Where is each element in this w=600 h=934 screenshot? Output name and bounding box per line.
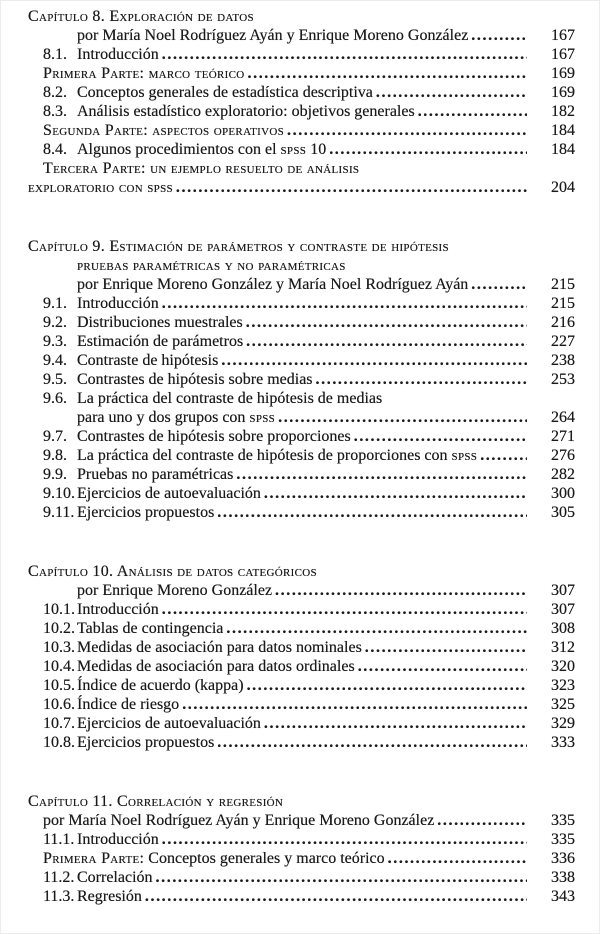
dot-leader (236, 465, 527, 484)
dot-leader (358, 657, 527, 676)
toc-entry-label (77, 427, 351, 446)
text: por Enrique Moreno González y María Noel Rodríguez Ayán (77, 276, 469, 293)
page-number: 338 (551, 869, 575, 886)
toc-entry-label (77, 332, 243, 351)
toc-row (28, 695, 575, 714)
page-number: 184 (551, 122, 575, 139)
page-number: 343 (551, 888, 575, 905)
toc-row (28, 830, 575, 849)
small-caps-text: spss (280, 141, 307, 158)
page-number: 167 (551, 27, 575, 44)
small-caps-text: Segunda Parte: aspectos operativos (43, 122, 284, 139)
text: Conceptos generales y marco teórico (144, 850, 385, 867)
toc-row (28, 562, 575, 581)
page-number: 182 (551, 103, 575, 120)
toc-entry-label (28, 237, 449, 256)
dot-leader (217, 733, 527, 752)
small-caps-text: Tercera Parte: un ejemplo resuelto de análisis (43, 160, 360, 177)
toc-row (28, 676, 575, 695)
text: Estimación de parámetros (77, 333, 244, 350)
page-number: 167 (551, 46, 575, 63)
toc-row (28, 714, 575, 733)
dot-leader (246, 332, 527, 351)
toc-row (28, 849, 575, 868)
dot-leader (264, 714, 527, 733)
toc-row (28, 332, 575, 351)
text: Introducción (77, 831, 159, 848)
toc-row (28, 7, 575, 26)
page-number: 227 (551, 333, 575, 350)
dot-leader (162, 294, 527, 313)
toc-entry-label (43, 849, 385, 868)
text: La práctica del contraste de hipótesis de proporciones con (77, 447, 452, 464)
dot-leader (162, 45, 527, 64)
toc-section (28, 562, 575, 752)
dot-leader (437, 811, 527, 830)
dot-leader (182, 695, 527, 714)
page-number: 335 (551, 831, 575, 848)
toc-section (28, 792, 575, 906)
text: La práctica del contraste de hipótesis de medias (77, 390, 383, 407)
text: Algunos procedimientos con el (77, 141, 281, 158)
page-number: 215 (551, 295, 575, 312)
toc-entry-label (77, 351, 218, 370)
toc-entry-number: 9.10. (43, 485, 75, 502)
table-of-contents (28, 7, 575, 906)
page-number: 329 (551, 715, 575, 732)
toc-entry-label (77, 638, 362, 657)
toc-row (28, 581, 575, 600)
toc-row (28, 868, 575, 887)
toc-row (28, 275, 575, 294)
toc-entry-label (77, 389, 382, 408)
toc-entry-number: 8.2. (43, 84, 67, 101)
toc-entry-label (77, 465, 233, 484)
dot-leader (264, 484, 527, 503)
dot-leader (221, 351, 527, 370)
toc-row (28, 887, 575, 906)
toc-entry-label (77, 887, 142, 906)
dot-leader (145, 887, 527, 906)
toc-entry-label (77, 676, 244, 695)
text: Índice de riesgo (77, 696, 180, 713)
text: Medidas de asociación para datos ordinales (77, 658, 355, 675)
toc-row (28, 64, 575, 83)
toc-entry-label (77, 484, 261, 503)
page-number: 323 (551, 677, 575, 694)
toc-entry-label (77, 102, 415, 121)
page-number: 325 (551, 696, 575, 713)
toc-row (28, 294, 575, 313)
toc-row (28, 140, 575, 159)
toc-row (28, 370, 575, 389)
page-number: 336 (551, 850, 575, 867)
page-number: 307 (551, 582, 575, 599)
toc-row (28, 26, 575, 45)
dot-leader (275, 581, 527, 600)
toc-entry-label (77, 370, 313, 389)
toc-entry-label (28, 7, 254, 26)
toc-row (28, 45, 575, 64)
text: Contraste de hipótesis (77, 352, 219, 369)
toc-row (28, 389, 575, 408)
text: por María Noel Rodríguez Ayán y Enrique Moreno González (77, 27, 469, 44)
toc-entry-number: 10.5. (43, 677, 75, 694)
toc-entry-label (77, 140, 326, 159)
page-number: 307 (551, 601, 575, 618)
text: Introducción (77, 601, 159, 618)
dot-leader (388, 849, 527, 868)
page-number: 320 (551, 658, 575, 675)
toc-row (28, 256, 575, 275)
dot-leader (287, 121, 527, 140)
toc-entry-label (77, 408, 275, 427)
toc-row (28, 465, 575, 484)
dot-leader (278, 408, 527, 427)
toc-row (28, 83, 575, 102)
text: Ejercicios propuestos (77, 504, 215, 521)
toc-entry-label (77, 313, 243, 332)
text: Contrastes de hipótesis sobre medias (77, 371, 313, 388)
toc-entry-number: 10.2. (43, 620, 75, 637)
page-number: 305 (551, 504, 575, 521)
toc-entry-label (77, 503, 214, 522)
toc-entry-label (77, 275, 468, 294)
toc-row (28, 427, 575, 446)
page-number: 215 (551, 276, 575, 293)
toc-entry-number: 10.6. (43, 696, 75, 713)
toc-entry-label (77, 733, 214, 752)
page-number: 271 (551, 428, 575, 445)
small-caps-text: Capítulo 9. Estimación de parámetros y contraste de hipótesis (28, 238, 449, 255)
toc-entry-number: 11.1. (43, 831, 75, 848)
toc-entry-label (77, 830, 159, 849)
toc-entry-number: 10.1. (43, 601, 75, 618)
toc-entry-number: 10.7. (43, 715, 75, 732)
toc-entry-number: 9.3. (43, 333, 67, 350)
toc-row (28, 102, 575, 121)
text: para uno y dos grupos con (77, 409, 250, 426)
dot-leader (248, 64, 528, 83)
page-number: 300 (551, 485, 575, 502)
text: Introducción (77, 295, 159, 312)
page-number: 238 (551, 352, 575, 369)
text: Distribuciones muestrales (77, 314, 243, 331)
page-number: 264 (551, 409, 575, 426)
text: Ejercicios de autoevaluación (77, 485, 261, 502)
toc-entry-label (43, 64, 245, 83)
page-number: 204 (551, 179, 575, 196)
text: Correlación (77, 869, 153, 886)
toc-row (28, 351, 575, 370)
toc-row (28, 446, 575, 465)
toc-entry-number: 9.5. (43, 371, 67, 388)
toc-entry-label (77, 695, 179, 714)
small-caps-text: spss (451, 447, 478, 464)
page-number: 169 (551, 65, 575, 82)
toc-entry-label (77, 45, 159, 64)
dot-leader (329, 140, 527, 159)
toc-entry-label (28, 562, 317, 581)
small-caps-text: spss (249, 409, 276, 426)
toc-entry-label (77, 868, 153, 887)
toc-row (28, 619, 575, 638)
toc-entry-number: 9.7. (43, 428, 67, 445)
dot-leader (354, 427, 527, 446)
toc-row (28, 159, 575, 178)
toc-row (28, 408, 575, 427)
toc-entry-number: 9.1. (43, 295, 67, 312)
text: Ejercicios de autoevaluación (77, 715, 261, 732)
dot-leader (480, 446, 527, 465)
page-number: 282 (551, 466, 575, 483)
dot-leader (418, 102, 527, 121)
toc-entry-label (77, 294, 159, 313)
page-number: 253 (551, 371, 575, 388)
dot-leader (162, 830, 527, 849)
page-number: 216 (551, 314, 575, 331)
toc-entry-label (77, 619, 223, 638)
toc-entry-number: 8.1. (43, 46, 67, 63)
toc-entry-label (77, 600, 159, 619)
small-caps-text: Capítulo 11. Correlación y regresión (28, 793, 284, 810)
text: Análisis estadístico exploratorio: objetivos generales (77, 103, 415, 120)
toc-section (28, 237, 575, 522)
dot-leader (246, 313, 527, 332)
text: Introducción (77, 46, 159, 63)
text: 10 (306, 141, 327, 158)
dot-leader (162, 600, 527, 619)
dot-leader (365, 638, 527, 657)
toc-row (28, 600, 575, 619)
page-number: 169 (551, 84, 575, 101)
page-number: 184 (551, 141, 575, 158)
toc-row (28, 503, 575, 522)
dot-leader (156, 868, 527, 887)
dot-leader (247, 676, 527, 695)
page-number: 276 (551, 447, 575, 464)
toc-entry-label (77, 83, 373, 102)
small-caps-text: Primera Parte: (43, 850, 145, 867)
toc-row (28, 178, 575, 197)
small-caps-text: Capítulo 10. Análisis de datos categóricos (28, 563, 317, 580)
toc-entry-number: 11.2. (43, 869, 75, 886)
small-caps-text: pruebas paramétricas y no paramétricas (77, 257, 346, 274)
text: Conceptos generales de estadística descriptiva (77, 84, 373, 101)
page-number: 333 (551, 734, 575, 751)
toc-entry-number: 9.8. (43, 447, 67, 464)
toc-entry-label (28, 178, 173, 197)
toc-entry-label (28, 792, 283, 811)
toc-row (28, 792, 575, 811)
dot-leader (376, 83, 527, 102)
small-caps-text: Primera Parte: marco teórico (43, 65, 245, 82)
toc-row (28, 313, 575, 332)
toc-entry-number: 9.11. (43, 504, 75, 521)
toc-row (28, 657, 575, 676)
small-caps-text: Capítulo 8. Exploración de datos (28, 8, 254, 25)
toc-entry-label (77, 446, 477, 465)
toc-section (28, 7, 575, 197)
toc-entry-number: 10.3. (43, 639, 75, 656)
toc-row (28, 121, 575, 140)
text: Pruebas no paramétricas (77, 466, 234, 483)
toc-entry-number: 10.8. (43, 734, 75, 751)
dot-leader (176, 178, 527, 197)
toc-entry-number: 10.4. (43, 658, 75, 675)
toc-row (28, 733, 575, 752)
toc-entry-number: 8.3. (43, 103, 67, 120)
dot-leader (226, 619, 527, 638)
dot-leader (471, 26, 527, 45)
page-number: 335 (551, 812, 575, 829)
text: Índice de acuerdo (kappa) (77, 677, 244, 694)
page-number: 312 (551, 639, 575, 656)
text: por María Noel Rodríguez Ayán y Enrique Moreno González (43, 812, 435, 829)
toc-entry-label (77, 256, 346, 275)
toc-entry-label (43, 811, 434, 830)
toc-entry-label (43, 159, 359, 178)
toc-row (28, 811, 575, 830)
toc-entry-number: 9.6. (43, 390, 67, 407)
small-caps-text: exploratorio con spss (28, 179, 173, 196)
toc-entry-number: 8.4. (43, 141, 67, 158)
toc-row (28, 638, 575, 657)
text: Tablas de contingencia (77, 620, 224, 637)
dot-leader (471, 275, 527, 294)
text: por Enrique Moreno González (77, 582, 273, 599)
toc-entry-label (43, 121, 284, 140)
toc-entry-number: 9.4. (43, 352, 67, 369)
toc-row (28, 237, 575, 256)
toc-entry-number: 9.9. (43, 466, 67, 483)
toc-entry-label (77, 714, 261, 733)
text: Regresión (77, 888, 142, 905)
toc-entry-label (77, 581, 272, 600)
toc-entry-number: 9.2. (43, 314, 67, 331)
text: Medidas de asociación para datos nominales (77, 639, 362, 656)
text: Ejercicios propuestos (77, 734, 215, 751)
text: Contrastes de hipótesis sobre proporciones (77, 428, 351, 445)
dot-leader (217, 503, 527, 522)
page-number: 308 (551, 620, 575, 637)
toc-entry-label (77, 26, 468, 45)
toc-entry-label (77, 657, 355, 676)
toc-row (28, 484, 575, 503)
dot-leader (316, 370, 527, 389)
toc-entry-number: 11.3. (43, 888, 75, 905)
